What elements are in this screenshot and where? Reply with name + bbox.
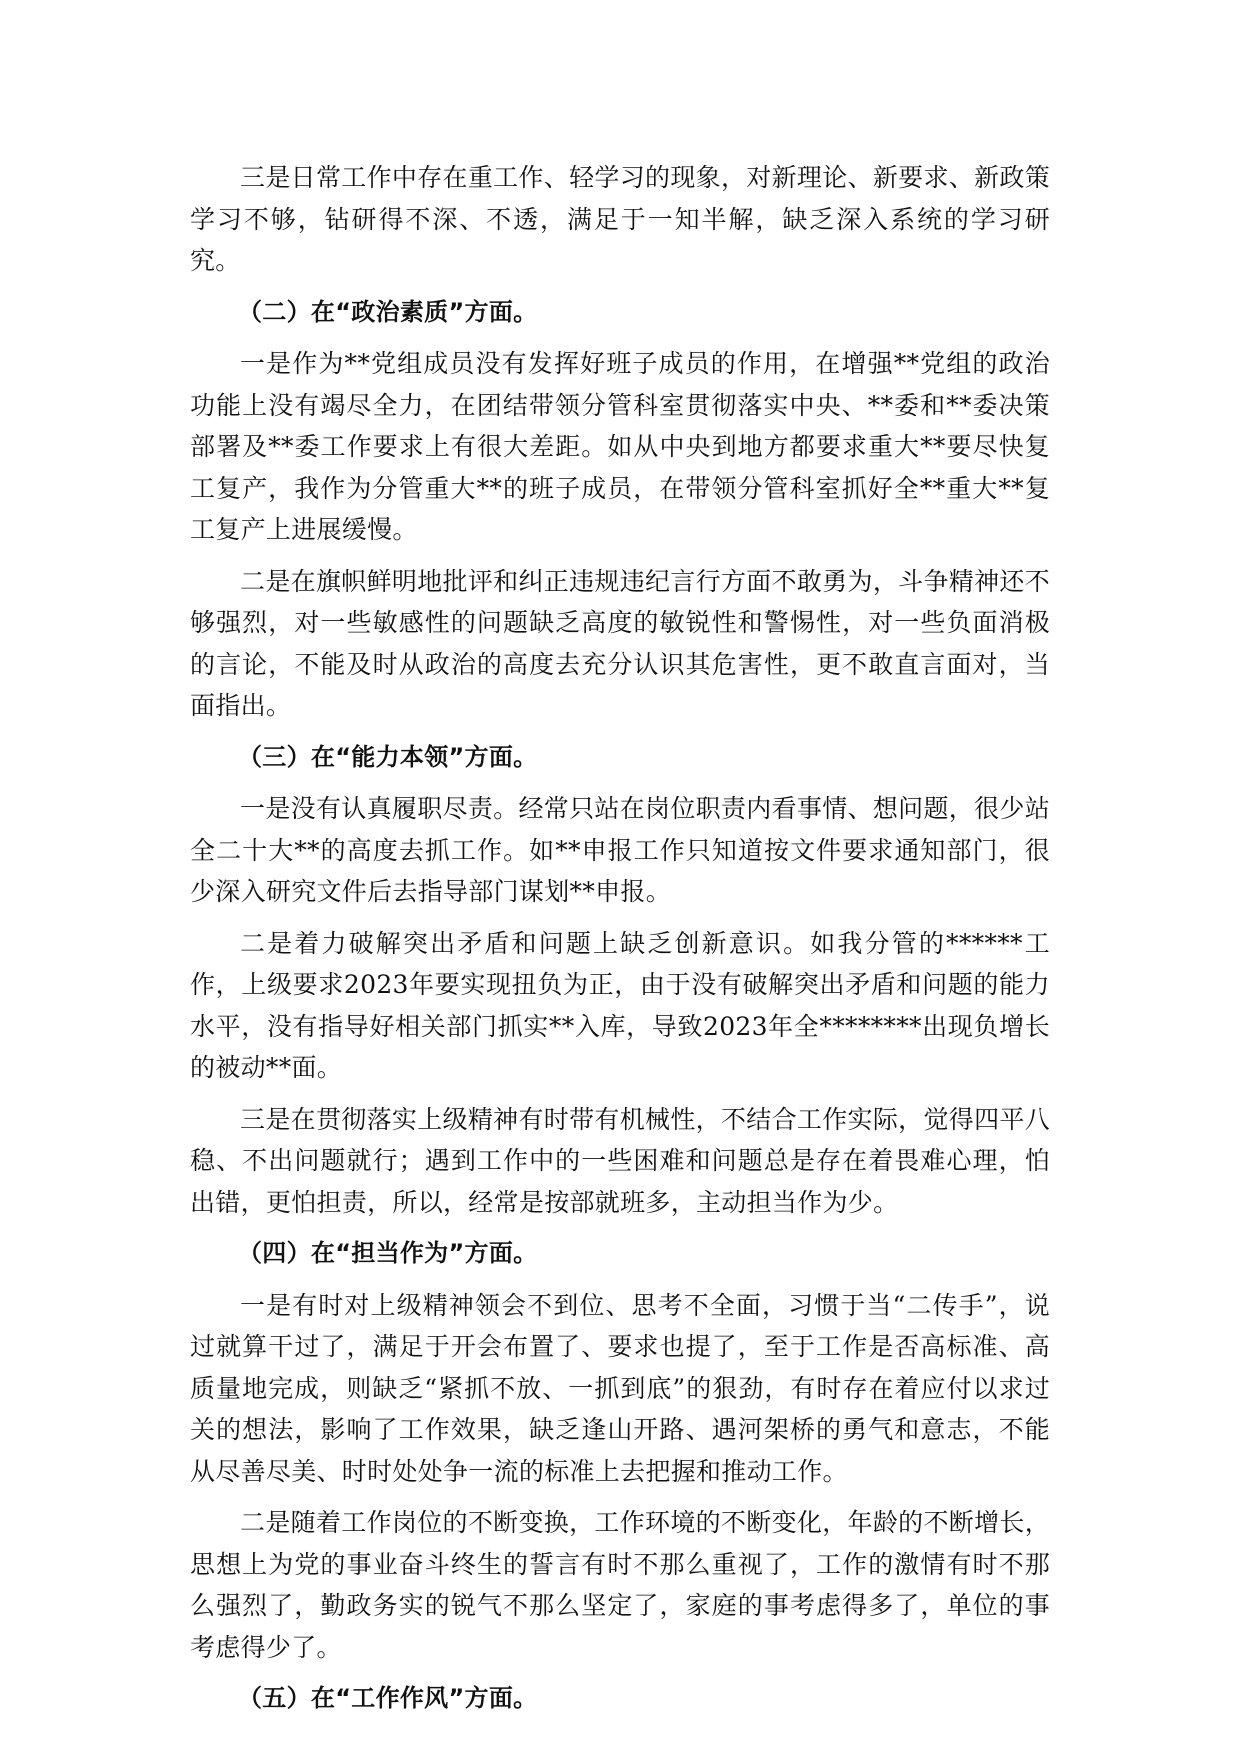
paragraph: 二是着力破解突出矛盾和问题上缺乏创新意识。如我分管的******工作，上级要求2023年要实现扭负为正，由于没有破解突出矛盾和问题的能力水平，没有指导好相关部门抓实**入库，导致2023年全********出现负增长的被动**面。 (190, 928, 1050, 1082)
paragraph: 一是作为**党组成员没有发挥好班子成员的作用，在增强**党组的政治功能上没有竭尽全力，在团结带领分管科室贯彻落实中央、**委和**委决策部署及**委工作要求上有很大差距。如从中央到地方都要求重大**要尽快复工复产，我作为分管重大**的班子成员，在带领分管科室抓好全**重大**复工复产上进展缓慢。 (190, 349, 1050, 544)
paragraph: 二是在旗帜鲜明地批评和纠正违规违纪言行方面不敢勇为，斗争精神还不够强烈，对一些敏感性的问题缺乏高度的敏锐性和警惕性，对一些负面消极的言论，不能及时从政治的高度去充分认识其危害性，更不敢直言面对，当面指出。 (190, 566, 1050, 720)
paragraph: 三是日常工作中存在重工作、轻学习的现象，对新理论、新要求、新政策学习不够，钻研得不深、不透，满足于一知半解，缺乏深入系统的学习研究。 (190, 163, 1050, 275)
section-heading: （四）在“担当作为”方面。 (238, 1239, 538, 1267)
paragraph: 二是随着工作岗位的不断变换，工作环境的不断变化，年龄的不断增长，思想上为党的事业奋斗终生的誓言有时不那么重视了，工作的激情有时不那么强烈了，勤政务实的锐气不那么坚定了，家庭的事考虑得多了，单位的事考虑得少了。 (190, 1508, 1050, 1662)
section-heading: （二）在“政治素质”方面。 (238, 297, 538, 326)
paragraph: 三是在贯彻落实上级精神有时带有机械性，不结合工作实际，觉得四平八稳、不出问题就行；遇到工作中的一些困难和问题总是存在着畏难心理，怕出错，更怕担责，所以，经常是按部就班多，主动担当作为少。 (190, 1104, 1050, 1217)
section-heading: （五）在“工作作风”方面。 (238, 1684, 538, 1712)
paragraph: 一是没有认真履职尽责。经常只站在岗位职责内看事情、想问题，很少站全二十大**的高度去抓工作。如**申报工作只知道按文件要求通知部门，很少深入研究文件后去指导部门谋划**申报。 (190, 794, 1050, 906)
document-body (190, 157, 1050, 1730)
section-heading: （三）在“能力本领”方面。 (238, 742, 538, 771)
paragraph: 一是有时对上级精神领会不到位、思考不全面，习惯于当“二传手”，说过就算干过了，满足于开会布置了、要求也提了，至于工作是否高标准、高质量地完成，则缺乏“紧抓不放、一抓到底”的狠劲，有时存在着应付以求过关的想法，影响了工作效果，缺乏逢山开路、遇河架桥的勇气和意志，不能从尽善尽美、时时处处争一流的标准上去把握和推动工作。 (190, 1290, 1050, 1486)
